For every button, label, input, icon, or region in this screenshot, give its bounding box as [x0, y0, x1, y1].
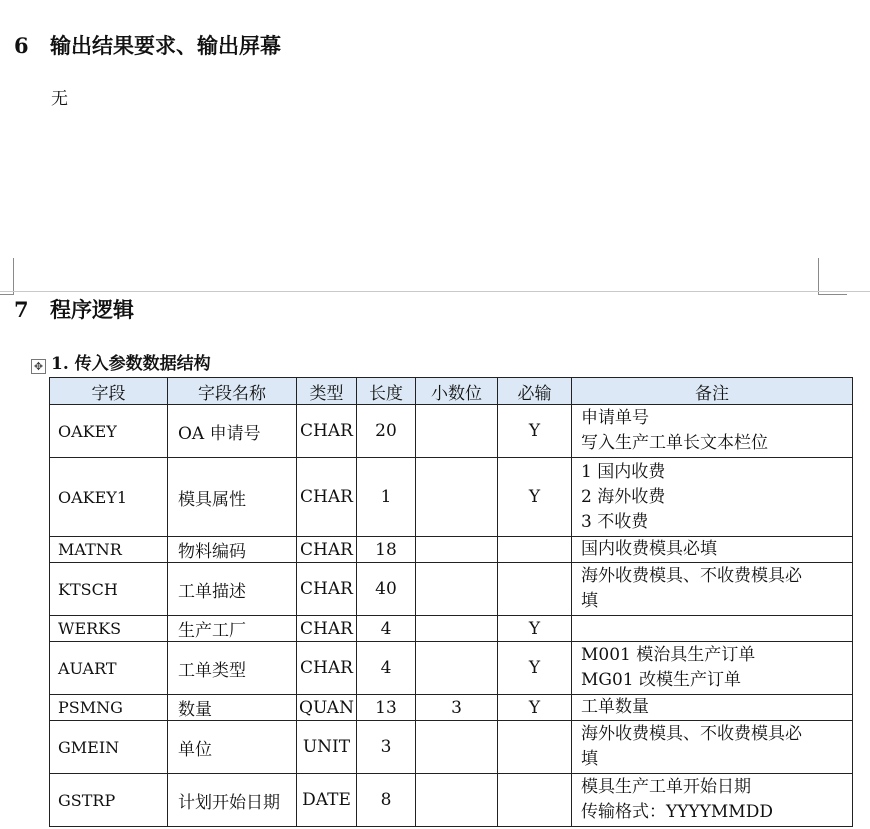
- field-name-cell: 生产工厂: [168, 616, 297, 642]
- type-cell: CHAR: [297, 642, 357, 695]
- column-header: 备注: [572, 378, 853, 405]
- length-cell: 4: [357, 642, 416, 695]
- required-cell: Y: [498, 405, 572, 458]
- remark-cell: [572, 616, 853, 642]
- remark-cell: [572, 563, 853, 616]
- field-cell: PSMNG: [50, 695, 168, 721]
- remark-line: 模具生产工单开始日期: [581, 777, 751, 797]
- required-cell: Y: [498, 458, 572, 537]
- table-row: [50, 695, 853, 721]
- required-cell: [498, 563, 572, 616]
- field-cell: AUART: [50, 642, 168, 695]
- length-cell: 40: [357, 563, 416, 616]
- field-name-cell: 计划开始日期: [168, 774, 297, 827]
- remark-cell: [572, 721, 853, 774]
- decimals-cell: 3: [416, 695, 498, 721]
- section-6-body: 无: [51, 89, 68, 109]
- field-cell: OAKEY: [50, 405, 168, 458]
- remark-cell: [572, 774, 853, 827]
- field-name-cell: 物料编码: [168, 537, 297, 563]
- required-cell: [498, 721, 572, 774]
- parameter-table: [49, 377, 853, 827]
- remark-line: 填: [581, 749, 598, 769]
- required-cell: Y: [498, 642, 572, 695]
- decimals-cell: [416, 537, 498, 563]
- field-cell: GMEIN: [50, 721, 168, 774]
- page-break-line: [0, 291, 870, 292]
- remark-line: 海外收费模具、不收费模具必: [581, 566, 802, 586]
- decimals-cell: [416, 616, 498, 642]
- field-name-cell: 单位: [168, 721, 297, 774]
- table-row: [50, 537, 853, 563]
- remark-line: 1 国内收费: [581, 461, 666, 482]
- column-header: 字段名称: [168, 378, 297, 405]
- table-row: [50, 721, 853, 774]
- type-cell: CHAR: [297, 616, 357, 642]
- remark-line: M001 模治具生产订单: [581, 645, 756, 665]
- length-cell: 8: [357, 774, 416, 827]
- remark-cell: [572, 695, 853, 721]
- remark-line: 写入生产工单长文本栏位: [581, 433, 768, 453]
- field-cell: GSTRP: [50, 774, 168, 827]
- subheading: 1. 传入参数数据结构: [51, 354, 211, 374]
- required-cell: [498, 537, 572, 563]
- field-name-cell: 数量: [168, 695, 297, 721]
- type-cell: DATE: [297, 774, 357, 827]
- column-header: 类型: [297, 378, 357, 405]
- length-cell: 13: [357, 695, 416, 721]
- length-cell: 18: [357, 537, 416, 563]
- table-row: [50, 616, 853, 642]
- type-cell: CHAR: [297, 405, 357, 458]
- required-cell: [498, 774, 572, 827]
- section-title: 程序逻辑: [50, 297, 134, 322]
- remark-line: 国内收费模具必填: [581, 539, 717, 559]
- table-row: [50, 405, 853, 458]
- type-cell: UNIT: [297, 721, 357, 774]
- field-name-cell: 工单描述: [168, 563, 297, 616]
- remark-line: 海外收费模具、不收费模具必: [581, 724, 802, 744]
- table-header-row: [50, 378, 853, 405]
- length-cell: 1: [357, 458, 416, 537]
- type-cell: QUAN: [297, 695, 357, 721]
- required-cell: Y: [498, 695, 572, 721]
- remark-cell: [572, 642, 853, 695]
- remark-cell: [572, 458, 853, 537]
- field-name-cell: 工单类型: [168, 642, 297, 695]
- decimals-cell: [416, 458, 498, 537]
- section-6-heading: [14, 33, 281, 59]
- field-cell: MATNR: [50, 537, 168, 563]
- length-cell: 3: [357, 721, 416, 774]
- section-title: 输出结果要求、输出屏幕: [50, 33, 281, 58]
- type-cell: CHAR: [297, 563, 357, 616]
- remark-line: 申请单号: [581, 408, 649, 428]
- remark-line: MG01 改模生产订单: [581, 670, 742, 690]
- required-cell: Y: [498, 616, 572, 642]
- decimals-cell: [416, 563, 498, 616]
- table-row: [50, 563, 853, 616]
- table-row: [50, 642, 853, 695]
- decimals-cell: [416, 721, 498, 774]
- field-cell: WERKS: [50, 616, 168, 642]
- remark-cell: [572, 405, 853, 458]
- decimals-cell: [416, 642, 498, 695]
- decimals-cell: [416, 774, 498, 827]
- crop-mark-left: [0, 258, 14, 295]
- crop-mark-right: [818, 258, 847, 295]
- field-cell: KTSCH: [50, 563, 168, 616]
- length-cell: 4: [357, 616, 416, 642]
- field-cell: OAKEY1: [50, 458, 168, 537]
- remark-line: 工单数量: [581, 697, 649, 717]
- field-name-cell: 模具属性: [168, 458, 297, 537]
- remark-cell: [572, 537, 853, 563]
- remark-line: 传输格式：YYYYMMDD: [581, 802, 773, 822]
- column-header: 长度: [357, 378, 416, 405]
- decimals-cell: [416, 405, 498, 458]
- type-cell: CHAR: [297, 458, 357, 537]
- table-row: [50, 458, 853, 537]
- section-number: 6: [14, 33, 29, 58]
- section-7-heading: [14, 297, 134, 323]
- remark-line: 2 海外收费: [581, 486, 666, 507]
- table-move-handle-icon[interactable]: ✥: [31, 359, 46, 374]
- type-cell: CHAR: [297, 537, 357, 563]
- column-header: 小数位: [416, 378, 498, 405]
- table-row: [50, 774, 853, 827]
- remark-line: 填: [581, 591, 598, 611]
- field-name-cell: OA 申请号: [168, 405, 297, 458]
- column-header: 字段: [50, 378, 168, 405]
- length-cell: 20: [357, 405, 416, 458]
- section-number: 7: [14, 297, 29, 322]
- column-header: 必输: [498, 378, 572, 405]
- remark-line: 3 不收费: [581, 511, 649, 532]
